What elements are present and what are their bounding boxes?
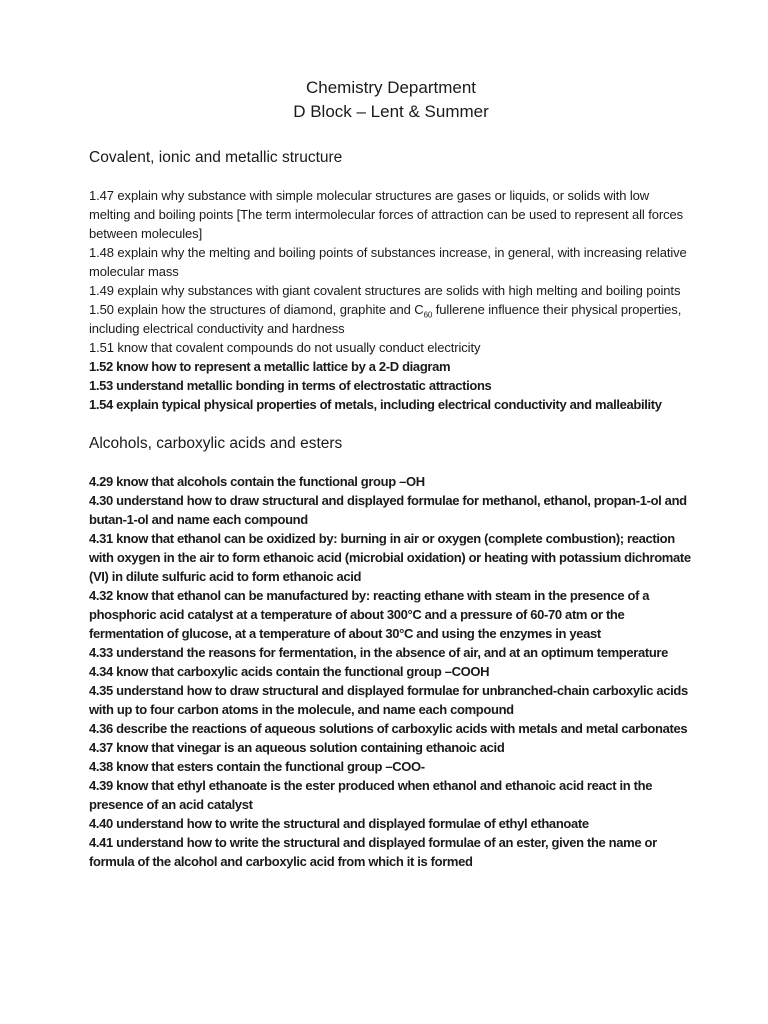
objective-item: 4.35 understand how to draw structural and displayed formulae for unbranched-chain carboxylic acids with up to four carbon atoms in the molecule, and name each compound [89, 683, 688, 717]
objective-item: 4.40 understand how to write the structural and displayed formulae of ethyl ethanoate [89, 816, 589, 831]
objective-item: 1.53 understand metallic bonding in terms of electrostatic attractions [89, 378, 492, 393]
objective-item: 4.41 understand how to write the structural and displayed formulae of an ester, given the name or formula of the alcohol and carboxylic acid from which it is formed [89, 835, 657, 869]
objective-item: 4.32 know that ethanol can be manufactured by: reacting ethane with steam in the presence of a phosphoric acid catalyst at a temperature of about 300°C and a pressure of 60-70 atm or the fermentation of glucose, at a temperature of about 30°C and using the enzymes in yeast [89, 588, 650, 641]
document-page [89, 76, 693, 871]
subscript-60: 60 [423, 310, 433, 320]
objective-item: 1.52 know how to represent a metallic lattice by a 2-D diagram [89, 359, 451, 374]
section-heading-structure: Covalent, ionic and metallic structure [89, 149, 343, 166]
objective-item: 4.31 know that ethanol can be oxidized by: burning in air or oxygen (complete combustion); reaction with oxygen in the air to form ethanoic acid (microbial oxidation) or heating with potassium dichromate (VI) in dilute sulfuric acid to form ethanoic acid [89, 531, 691, 584]
objective-item: 4.34 know that carboxylic acids contain the functional group –COOH [89, 664, 490, 679]
objective-item: 4.39 know that ethyl ethanoate is the ester produced when ethanol and ethanoic acid react in the presence of an acid catalyst [89, 778, 653, 812]
objective-item: 4.38 know that esters contain the functional group –COO- [89, 759, 425, 774]
objective-item [89, 300, 693, 338]
objective-item: 1.49 explain why substances with giant covalent structures are solids with high melting and boiling points [89, 283, 681, 298]
page-title-line2: D Block – Lent & Summer [293, 102, 489, 121]
objectives-list-structure [89, 186, 693, 414]
objectives-list-alcohols [89, 472, 693, 871]
objective-item: 1.51 know that covalent compounds do not usually conduct electricity [89, 340, 481, 355]
objective-item: 4.29 know that alcohols contain the functional group –OH [89, 474, 425, 489]
page-title-line1: Chemistry Department [305, 78, 477, 97]
objective-item: 1.48 explain why the melting and boiling points of substances increase, in general, with increasing relative molecular mass [89, 245, 687, 279]
objective-item: 1.54 explain typical physical properties of metals, including electrical conductivity and malleability [89, 397, 662, 412]
objective-item: 4.36 describe the reactions of aqueous solutions of carboxylic acids with metals and metal carbonates [89, 721, 688, 736]
objective-item: 4.33 understand the reasons for fermentation, in the absence of air, and at an optimum temperature [89, 645, 669, 660]
section-heading-alcohols: Alcohols, carboxylic acids and esters [89, 435, 343, 452]
objective-item: 1.47 explain why substance with simple molecular structures are gases or liquids, or solids with low melting and boiling points [The term intermolecular forces of attraction can be used to represent all forces between molecules] [89, 188, 684, 241]
objective-item: 4.30 understand how to draw structural and displayed formulae for methanol, ethanol, propan-1-ol and butan-1-ol and name each compound [89, 493, 687, 527]
objective-text: 1.50 explain how the structures of diamond, graphite and C [89, 302, 424, 317]
objective-text: fullerene influence their physical properties, including electrical conductivity and hardness [89, 302, 682, 336]
objective-item: 4.37 know that vinegar is an aqueous solution containing ethanoic acid [89, 740, 505, 755]
